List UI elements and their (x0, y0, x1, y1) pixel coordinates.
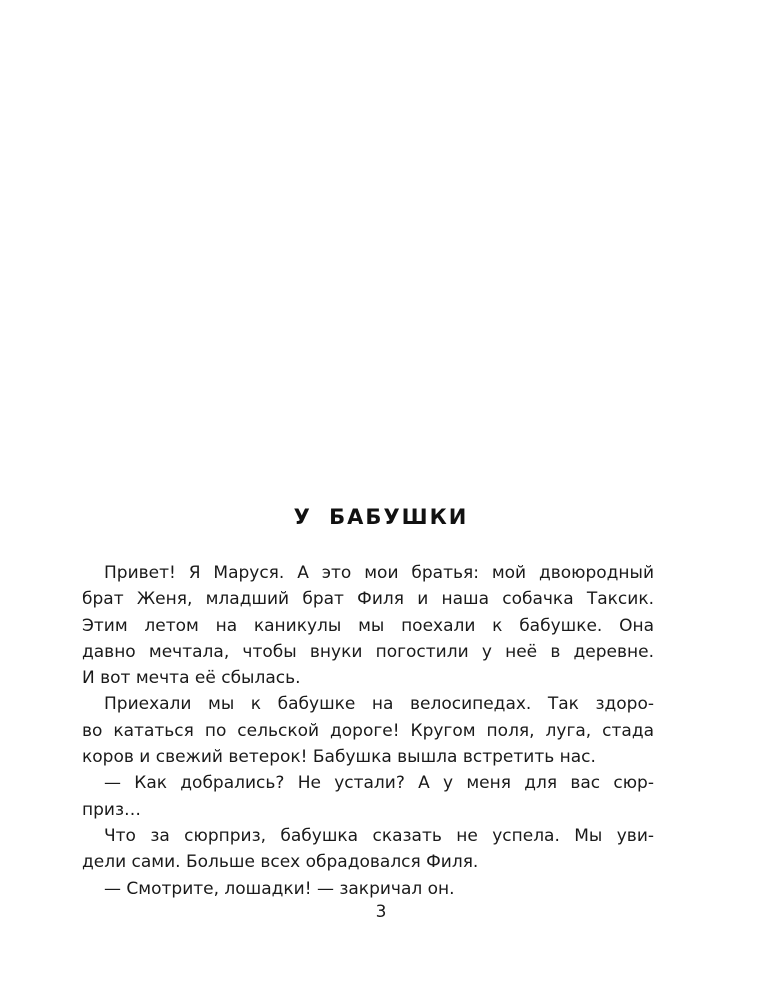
paragraph (82, 770, 654, 823)
paragraph (82, 560, 654, 691)
text-line: — Смотрите, лошадки! — закричал он. (104, 878, 455, 899)
paragraph (82, 823, 654, 876)
text-line: дели сами. Больше всех обрадовался Филя. (82, 852, 479, 873)
text-line: Что за сюрприз, бабушка сказать не успела. Мы уви- (104, 825, 654, 846)
text-line: приз… (82, 799, 141, 820)
page-number: 3 (375, 902, 387, 922)
story-illustration (50, 28, 690, 483)
story-text (82, 560, 654, 902)
paragraph (82, 691, 654, 770)
text-line: Приехали мы к бабушке на велосипедах. Так здоро- (104, 694, 654, 715)
text-line: — Как добрались? Не устали? А у меня для вас сюр- (104, 773, 654, 794)
text-line: коров и свежий ветерок! Бабушка вышла встретить нас. (82, 747, 596, 768)
text-line: давно мечтала, чтобы внуки погостили у неё в деревне. (82, 641, 654, 662)
paragraph (104, 876, 654, 902)
text-line: Этим летом на каникулы мы поехали к бабушке. Она (82, 615, 654, 636)
text-line: Привет! Я Маруся. А это мои братья: мой двоюродный (104, 563, 654, 583)
text-line: И вот мечта её сбылась. (82, 668, 301, 689)
grandma-kissing-girl-illustration-icon (50, 28, 690, 483)
text-line: во кататься по сельской дороге! Кругом поля, луга, стада (82, 720, 654, 741)
page-title: У БАБУШКИ (293, 505, 469, 529)
text-line: брат Женя, младший брат Филя и наша собачка Таксик. (82, 589, 654, 610)
